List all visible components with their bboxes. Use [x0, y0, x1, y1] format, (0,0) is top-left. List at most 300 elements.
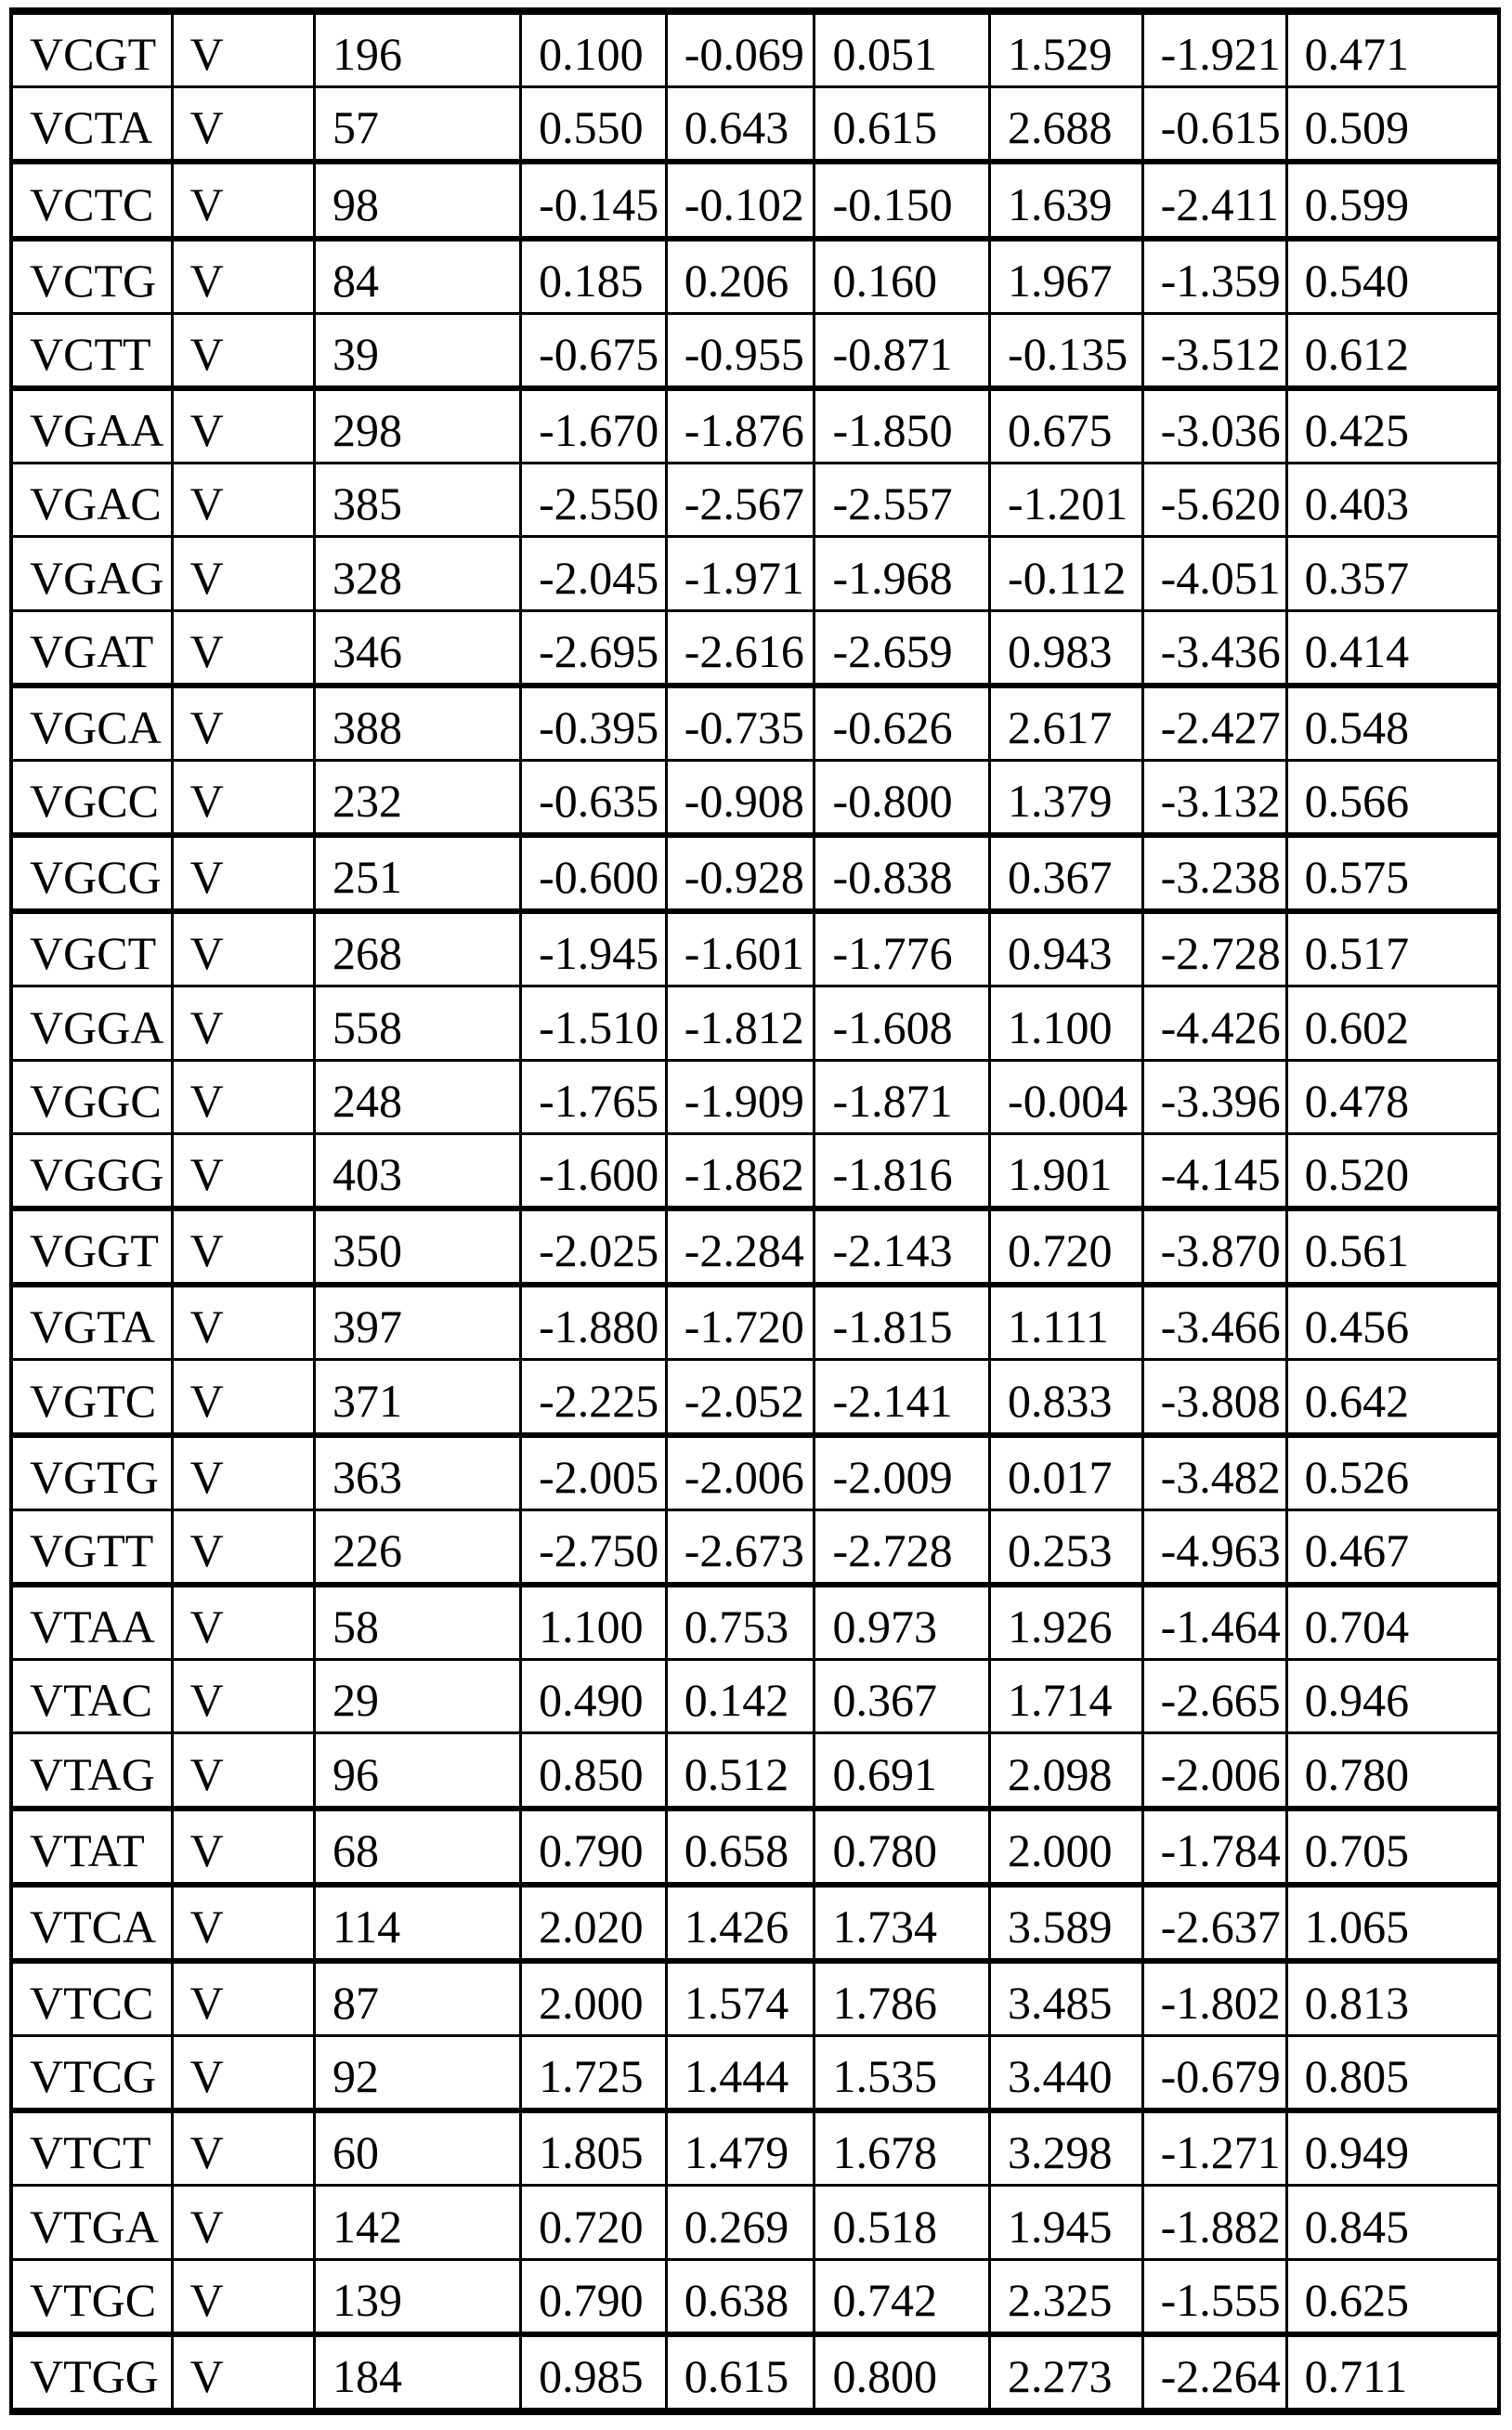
table-cell: 0.805 [1304, 2050, 1410, 2103]
table-cell: V [174, 538, 316, 608]
table-cell: VGTT [13, 1511, 174, 1582]
table-cell: -3.870 [1144, 1211, 1288, 1282]
table-cell: VGTA [13, 1287, 174, 1358]
table-cell: VGTG [13, 1438, 174, 1509]
table-cell: 371 [316, 1361, 522, 1431]
table-cell: 403 [316, 1135, 522, 1206]
table-cell: 96 [316, 1734, 522, 1805]
table-cell: -1.880 [522, 1287, 668, 1358]
table-cell: 57 [316, 88, 522, 159]
table-cell: VTGA [13, 2187, 174, 2257]
table-cell: -0.395 [522, 688, 668, 759]
table-cell: 0.206 [668, 242, 816, 312]
table-cell: VCGT [13, 15, 174, 85]
table-cell: 0.403 [1304, 477, 1410, 530]
table-cell: 0.720 [522, 2187, 668, 2257]
table-cell: -2.025 [522, 1211, 668, 1282]
table-cell: V [174, 1511, 316, 1582]
table-cell: 0.456 [1304, 1300, 1410, 1353]
table-cell: 39 [316, 315, 522, 385]
table-cell: 0.949 [1304, 2126, 1410, 2179]
table-cell: -3.238 [1144, 838, 1288, 908]
table-cell: VGTC [13, 1361, 174, 1431]
table-cell: -2.695 [522, 612, 668, 683]
table-row [13, 688, 1497, 762]
table-cell: 1.945 [991, 2187, 1144, 2257]
table-cell: 1.535 [815, 2037, 991, 2108]
table-cell: VCTG [13, 242, 174, 312]
table-cell: -2.750 [522, 1511, 668, 1582]
table-cell: VTAA [13, 1587, 174, 1658]
table-cell: -0.800 [815, 762, 991, 832]
table-cell: -3.132 [1144, 762, 1288, 832]
table-cell: 0.425 [1304, 404, 1410, 457]
table-cell: 0.753 [668, 1587, 816, 1658]
table-cell: 0.160 [815, 242, 991, 312]
table-cell: VGAA [13, 391, 174, 462]
table-cell: 184 [316, 2337, 522, 2408]
table-cell: -2.567 [668, 464, 816, 535]
table-row [13, 1062, 1497, 1135]
table-row [13, 987, 1497, 1061]
table-cell: 2.617 [991, 688, 1144, 759]
table-cell: 0.615 [668, 2337, 816, 2408]
table-cell: -2.006 [1144, 1734, 1288, 1805]
table-row [13, 1964, 1497, 2037]
table-cell: VTAC [13, 1661, 174, 1731]
table-cell: -4.426 [1144, 987, 1288, 1058]
table-cell: 385 [316, 464, 522, 535]
table-cell: VGGC [13, 1062, 174, 1132]
table-cell: -3.436 [1144, 612, 1288, 683]
table-cell: -1.945 [522, 914, 668, 985]
table-cell: -1.600 [522, 1135, 668, 1206]
table-cell: VTGC [13, 2261, 174, 2332]
table-cell: -2.550 [522, 464, 668, 535]
table-cell: 248 [316, 1062, 522, 1132]
table-cell: 2.020 [522, 1888, 668, 1958]
table-row [13, 1438, 1497, 1511]
table-cell: 142 [316, 2187, 522, 2257]
table-row [13, 88, 1497, 164]
table-row [13, 15, 1497, 88]
table-cell: 0.602 [1304, 1000, 1410, 1053]
table-cell: -1.871 [815, 1062, 991, 1132]
table-cell: -1.601 [668, 914, 816, 985]
table-cell: -2.009 [815, 1438, 991, 1509]
table-cell: 1.379 [991, 762, 1144, 832]
table-cell: V [174, 1361, 316, 1431]
table-cell: VTCG [13, 2037, 174, 2108]
table-cell: 226 [316, 1511, 522, 1582]
table-cell: 0.612 [1304, 327, 1410, 380]
table-cell: -4.145 [1144, 1135, 1288, 1206]
table-cell: -3.036 [1144, 391, 1288, 462]
table-cell: -3.396 [1144, 1062, 1288, 1132]
table-row [13, 1587, 1497, 1661]
table-cell: 0.780 [815, 1811, 991, 1882]
table-cell: 29 [316, 1661, 522, 1731]
table-cell: 0.517 [1304, 927, 1410, 980]
table-cell: V [174, 1287, 316, 1358]
data-table [9, 7, 1501, 2415]
table-cell: 0.471 [1304, 28, 1410, 81]
table-cell: 0.185 [522, 242, 668, 312]
table-cell: 0.850 [522, 1734, 668, 1805]
table-cell: 3.298 [991, 2113, 1144, 2184]
table-row [13, 2187, 1497, 2260]
table-cell: VTCC [13, 1964, 174, 2034]
table-cell: -2.427 [1144, 688, 1288, 759]
table-cell: 0.599 [1304, 177, 1410, 230]
table-row [13, 2261, 1497, 2337]
table-cell: 0.512 [668, 1734, 816, 1805]
table-row [13, 1287, 1497, 1361]
table-cell: 1.967 [991, 242, 1144, 312]
table-cell: -0.069 [668, 15, 816, 85]
table-row [13, 2037, 1497, 2113]
table-row [13, 838, 1497, 914]
table-cell: 0.705 [1304, 1823, 1410, 1876]
table-cell: V [174, 391, 316, 462]
table-cell: -2.005 [522, 1438, 668, 1509]
table-cell: -4.963 [1144, 1511, 1288, 1582]
table-cell: 139 [316, 2261, 522, 2332]
table-cell: 0.845 [1304, 2200, 1410, 2253]
table-cell: 558 [316, 987, 522, 1058]
table-cell: -0.955 [668, 315, 816, 385]
table-cell: -2.052 [668, 1361, 816, 1431]
table-cell: 2.325 [991, 2261, 1144, 2332]
table-cell: 0.253 [991, 1511, 1144, 1582]
table-cell: 0.742 [815, 2261, 991, 2332]
table-cell: -0.735 [668, 688, 816, 759]
table-cell: -1.784 [1144, 1811, 1288, 1882]
table-cell: -2.659 [815, 612, 991, 683]
table-cell: 0.478 [1304, 1074, 1410, 1127]
table-cell: -1.670 [522, 391, 668, 462]
table-cell: -0.004 [991, 1062, 1144, 1132]
table-row [13, 2337, 1497, 2408]
table-cell: -1.555 [1144, 2261, 1288, 2332]
table-cell: -1.968 [815, 538, 991, 608]
table-cell: V [174, 315, 316, 385]
table-cell: 1.725 [522, 2037, 668, 2108]
table-cell: -3.482 [1144, 1438, 1288, 1509]
table-cell: V [174, 1211, 316, 1282]
table-cell: -1.921 [1144, 15, 1288, 85]
table-cell: -0.675 [522, 315, 668, 385]
table-cell: 114 [316, 1888, 522, 1958]
table-cell: VGAT [13, 612, 174, 683]
table-cell: VTCA [13, 1888, 174, 1958]
table-cell: 0.566 [1304, 775, 1410, 828]
table-cell: -3.466 [1144, 1287, 1288, 1358]
table-cell: -1.720 [668, 1287, 816, 1358]
table-cell: V [174, 15, 316, 85]
table-cell: -0.679 [1144, 2037, 1288, 2108]
table-cell: 0.467 [1304, 1523, 1410, 1576]
table-cell: 1.901 [991, 1135, 1144, 1206]
table-cell: 92 [316, 2037, 522, 2108]
table-cell: V [174, 2187, 316, 2257]
table-cell: VGCA [13, 688, 174, 759]
table-cell: 196 [316, 15, 522, 85]
table-cell: 1.426 [668, 1888, 816, 1958]
table-cell: -1.971 [668, 538, 816, 608]
table-cell: 0.490 [522, 1661, 668, 1731]
table-cell: -0.102 [668, 164, 816, 235]
table-cell: VTAT [13, 1811, 174, 1882]
table-cell: VGGT [13, 1211, 174, 1282]
table-cell: 1.678 [815, 2113, 991, 2184]
table-cell: -1.359 [1144, 242, 1288, 312]
table-cell: -1.201 [991, 464, 1144, 535]
table-cell: -1.812 [668, 987, 816, 1058]
table-cell: V [174, 762, 316, 832]
table-cell: -1.464 [1144, 1587, 1288, 1658]
table-cell: V [174, 2037, 316, 2108]
table-cell: -2.557 [815, 464, 991, 535]
table-row [13, 464, 1497, 538]
table-cell: VGCT [13, 914, 174, 985]
table-cell: -1.608 [815, 987, 991, 1058]
table-cell: -1.876 [668, 391, 816, 462]
table-row [13, 315, 1497, 391]
table-cell: -2.637 [1144, 1888, 1288, 1958]
table-cell: 1.926 [991, 1587, 1144, 1658]
table-cell: 0.704 [1304, 1600, 1410, 1653]
table-cell: V [174, 914, 316, 985]
table-cell: 0.946 [1304, 1674, 1410, 1727]
table-cell: 0.983 [991, 612, 1144, 683]
table-row [13, 2113, 1497, 2187]
table-row [13, 1211, 1497, 1287]
table-cell: VGCC [13, 762, 174, 832]
table-cell: V [174, 2337, 316, 2408]
table-cell: 0.526 [1304, 1450, 1410, 1503]
table-cell: 1.639 [991, 164, 1144, 235]
table-cell: 0.357 [1304, 551, 1410, 604]
table-cell: 0.985 [522, 2337, 668, 2408]
table-cell: V [174, 1811, 316, 1882]
table-cell: -1.816 [815, 1135, 991, 1206]
table-cell: -1.510 [522, 987, 668, 1058]
table-cell: V [174, 838, 316, 908]
table-cell: -0.908 [668, 762, 816, 832]
table-cell: V [174, 612, 316, 683]
table-cell: -1.776 [815, 914, 991, 985]
table-cell: -1.909 [668, 1062, 816, 1132]
table-cell: 0.943 [991, 914, 1144, 985]
table-cell: 1.479 [668, 2113, 816, 2184]
table-cell: V [174, 164, 316, 235]
table-cell: 0.550 [522, 88, 668, 159]
table-cell: -2.045 [522, 538, 668, 608]
table-row [13, 1511, 1497, 1587]
table-cell: 3.589 [991, 1888, 1144, 1958]
table-cell: 3.485 [991, 1964, 1144, 2034]
table-cell: 0.675 [991, 391, 1144, 462]
table-cell: VTCT [13, 2113, 174, 2184]
table-cell: -0.871 [815, 315, 991, 385]
table-cell: 1.786 [815, 1964, 991, 2034]
table-cell: V [174, 1661, 316, 1731]
table-cell: -0.150 [815, 164, 991, 235]
table-cell: -2.006 [668, 1438, 816, 1509]
table-cell: -0.135 [991, 315, 1144, 385]
table-cell: 0.790 [522, 2261, 668, 2332]
table-cell: V [174, 242, 316, 312]
table-cell: 0.638 [668, 2261, 816, 2332]
table-cell: V [174, 688, 316, 759]
table-cell: -0.635 [522, 762, 668, 832]
table-cell: -1.850 [815, 391, 991, 462]
table-row [13, 1734, 1497, 1810]
table-cell: 1.529 [991, 15, 1144, 85]
table-cell: VTGG [13, 2337, 174, 2408]
table-row [13, 538, 1497, 611]
table-cell: 84 [316, 242, 522, 312]
table-cell: V [174, 1062, 316, 1132]
table-cell: -0.928 [668, 838, 816, 908]
table-cell: 98 [316, 164, 522, 235]
table-cell: VGCG [13, 838, 174, 908]
table-cell: VGGG [13, 1135, 174, 1206]
table-cell: 0.711 [1304, 2350, 1408, 2402]
table-cell: 1.714 [991, 1661, 1144, 1731]
table-cell: 0.051 [815, 15, 991, 85]
table-cell: 2.098 [991, 1734, 1144, 1805]
table-cell: 1.065 [1304, 1900, 1410, 1953]
table-cell: 298 [316, 391, 522, 462]
table-row [13, 1361, 1497, 1437]
table-cell: -0.615 [1144, 88, 1288, 159]
table-cell: V [174, 1135, 316, 1206]
table-cell: 251 [316, 838, 522, 908]
table-cell: -3.808 [1144, 1361, 1288, 1431]
table-cell: -1.271 [1144, 2113, 1288, 2184]
table-row [13, 242, 1497, 315]
table-cell: VGAC [13, 464, 174, 535]
table-row [13, 1888, 1497, 1964]
table-cell: 0.414 [1304, 624, 1410, 677]
table-cell: -2.616 [668, 612, 816, 683]
table-cell: 0.367 [991, 838, 1144, 908]
table-cell: 2.688 [991, 88, 1144, 159]
table-cell: 0.780 [1304, 1747, 1410, 1800]
table-cell: 0.658 [668, 1811, 816, 1882]
table-cell: -0.145 [522, 164, 668, 235]
table-cell: VCTT [13, 315, 174, 385]
table-cell: 0.643 [668, 88, 816, 159]
table-cell: 0.269 [668, 2187, 816, 2257]
table-cell: V [174, 1438, 316, 1509]
table-cell: 1.100 [991, 987, 1144, 1058]
table-cell: 2.273 [991, 2337, 1144, 2408]
table-cell: -2.284 [668, 1211, 816, 1282]
table-cell: 3.440 [991, 2037, 1144, 2108]
table-cell: 0.548 [1304, 700, 1410, 753]
table-cell: 0.367 [815, 1661, 991, 1731]
table-cell: V [174, 464, 316, 535]
table-cell: V [174, 2113, 316, 2184]
table-cell: 87 [316, 1964, 522, 2034]
table-cell: 397 [316, 1287, 522, 1358]
table-cell: 0.540 [1304, 254, 1410, 307]
table-cell: 0.100 [522, 15, 668, 85]
table-cell: 0.615 [815, 88, 991, 159]
table-cell: 346 [316, 612, 522, 683]
table-cell: 0.813 [1304, 1977, 1410, 2030]
table-cell: -0.112 [991, 538, 1144, 608]
table-cell: 1.574 [668, 1964, 816, 2034]
table-cell: V [174, 1888, 316, 1958]
table-row [13, 612, 1497, 688]
table-cell: -4.051 [1144, 538, 1288, 608]
table-cell: V [174, 1964, 316, 2034]
table-cell: VTAG [13, 1734, 174, 1805]
table-cell: 0.800 [815, 2337, 991, 2408]
table-cell: -2.665 [1144, 1661, 1288, 1731]
table-cell: -0.600 [522, 838, 668, 908]
table-cell: -1.802 [1144, 1964, 1288, 2034]
table-cell: -2.728 [815, 1511, 991, 1582]
table-cell: VCTC [13, 164, 174, 235]
table-cell: V [174, 88, 316, 159]
table-cell: 1.100 [522, 1587, 668, 1658]
table-cell: V [174, 987, 316, 1058]
table-cell: 388 [316, 688, 522, 759]
table-cell: -2.225 [522, 1361, 668, 1431]
table-cell: V [174, 1734, 316, 1805]
table-cell: 0.518 [815, 2187, 991, 2257]
table-cell: 0.720 [991, 1211, 1144, 1282]
table-cell: 0.017 [991, 1438, 1144, 1509]
table-cell: -1.815 [815, 1287, 991, 1358]
table-cell: 1.444 [668, 2037, 816, 2108]
table-cell: 0.142 [668, 1661, 816, 1731]
table-cell: 363 [316, 1438, 522, 1509]
table-cell: 0.642 [1304, 1374, 1410, 1427]
table-cell: 350 [316, 1211, 522, 1282]
table-cell: 0.691 [815, 1734, 991, 1805]
table-cell: V [174, 2261, 316, 2332]
table-cell: 0.973 [815, 1587, 991, 1658]
table-row [13, 762, 1497, 838]
table-cell: 2.000 [522, 1964, 668, 2034]
table-cell: -2.728 [1144, 914, 1288, 985]
table-row [13, 1135, 1497, 1211]
table-cell: -1.882 [1144, 2187, 1288, 2257]
table-cell: 268 [316, 914, 522, 985]
table-cell: -0.626 [815, 688, 991, 759]
table-cell: -2.411 [1144, 164, 1288, 235]
table-cell: -1.862 [668, 1135, 816, 1206]
table-cell: -5.620 [1144, 464, 1288, 535]
table-cell: 0.509 [1304, 101, 1410, 154]
table-row [13, 164, 1497, 241]
table-cell: -1.765 [522, 1062, 668, 1132]
table-cell: 0.625 [1304, 2273, 1410, 2326]
table-cell: 328 [316, 538, 522, 608]
table-cell: 1.734 [815, 1888, 991, 1958]
table-cell: 1.111 [991, 1287, 1144, 1358]
table-cell: -2.143 [815, 1211, 991, 1282]
table-cell: -2.673 [668, 1511, 816, 1582]
table-cell: 0.575 [1304, 851, 1410, 904]
table-row [13, 914, 1497, 987]
